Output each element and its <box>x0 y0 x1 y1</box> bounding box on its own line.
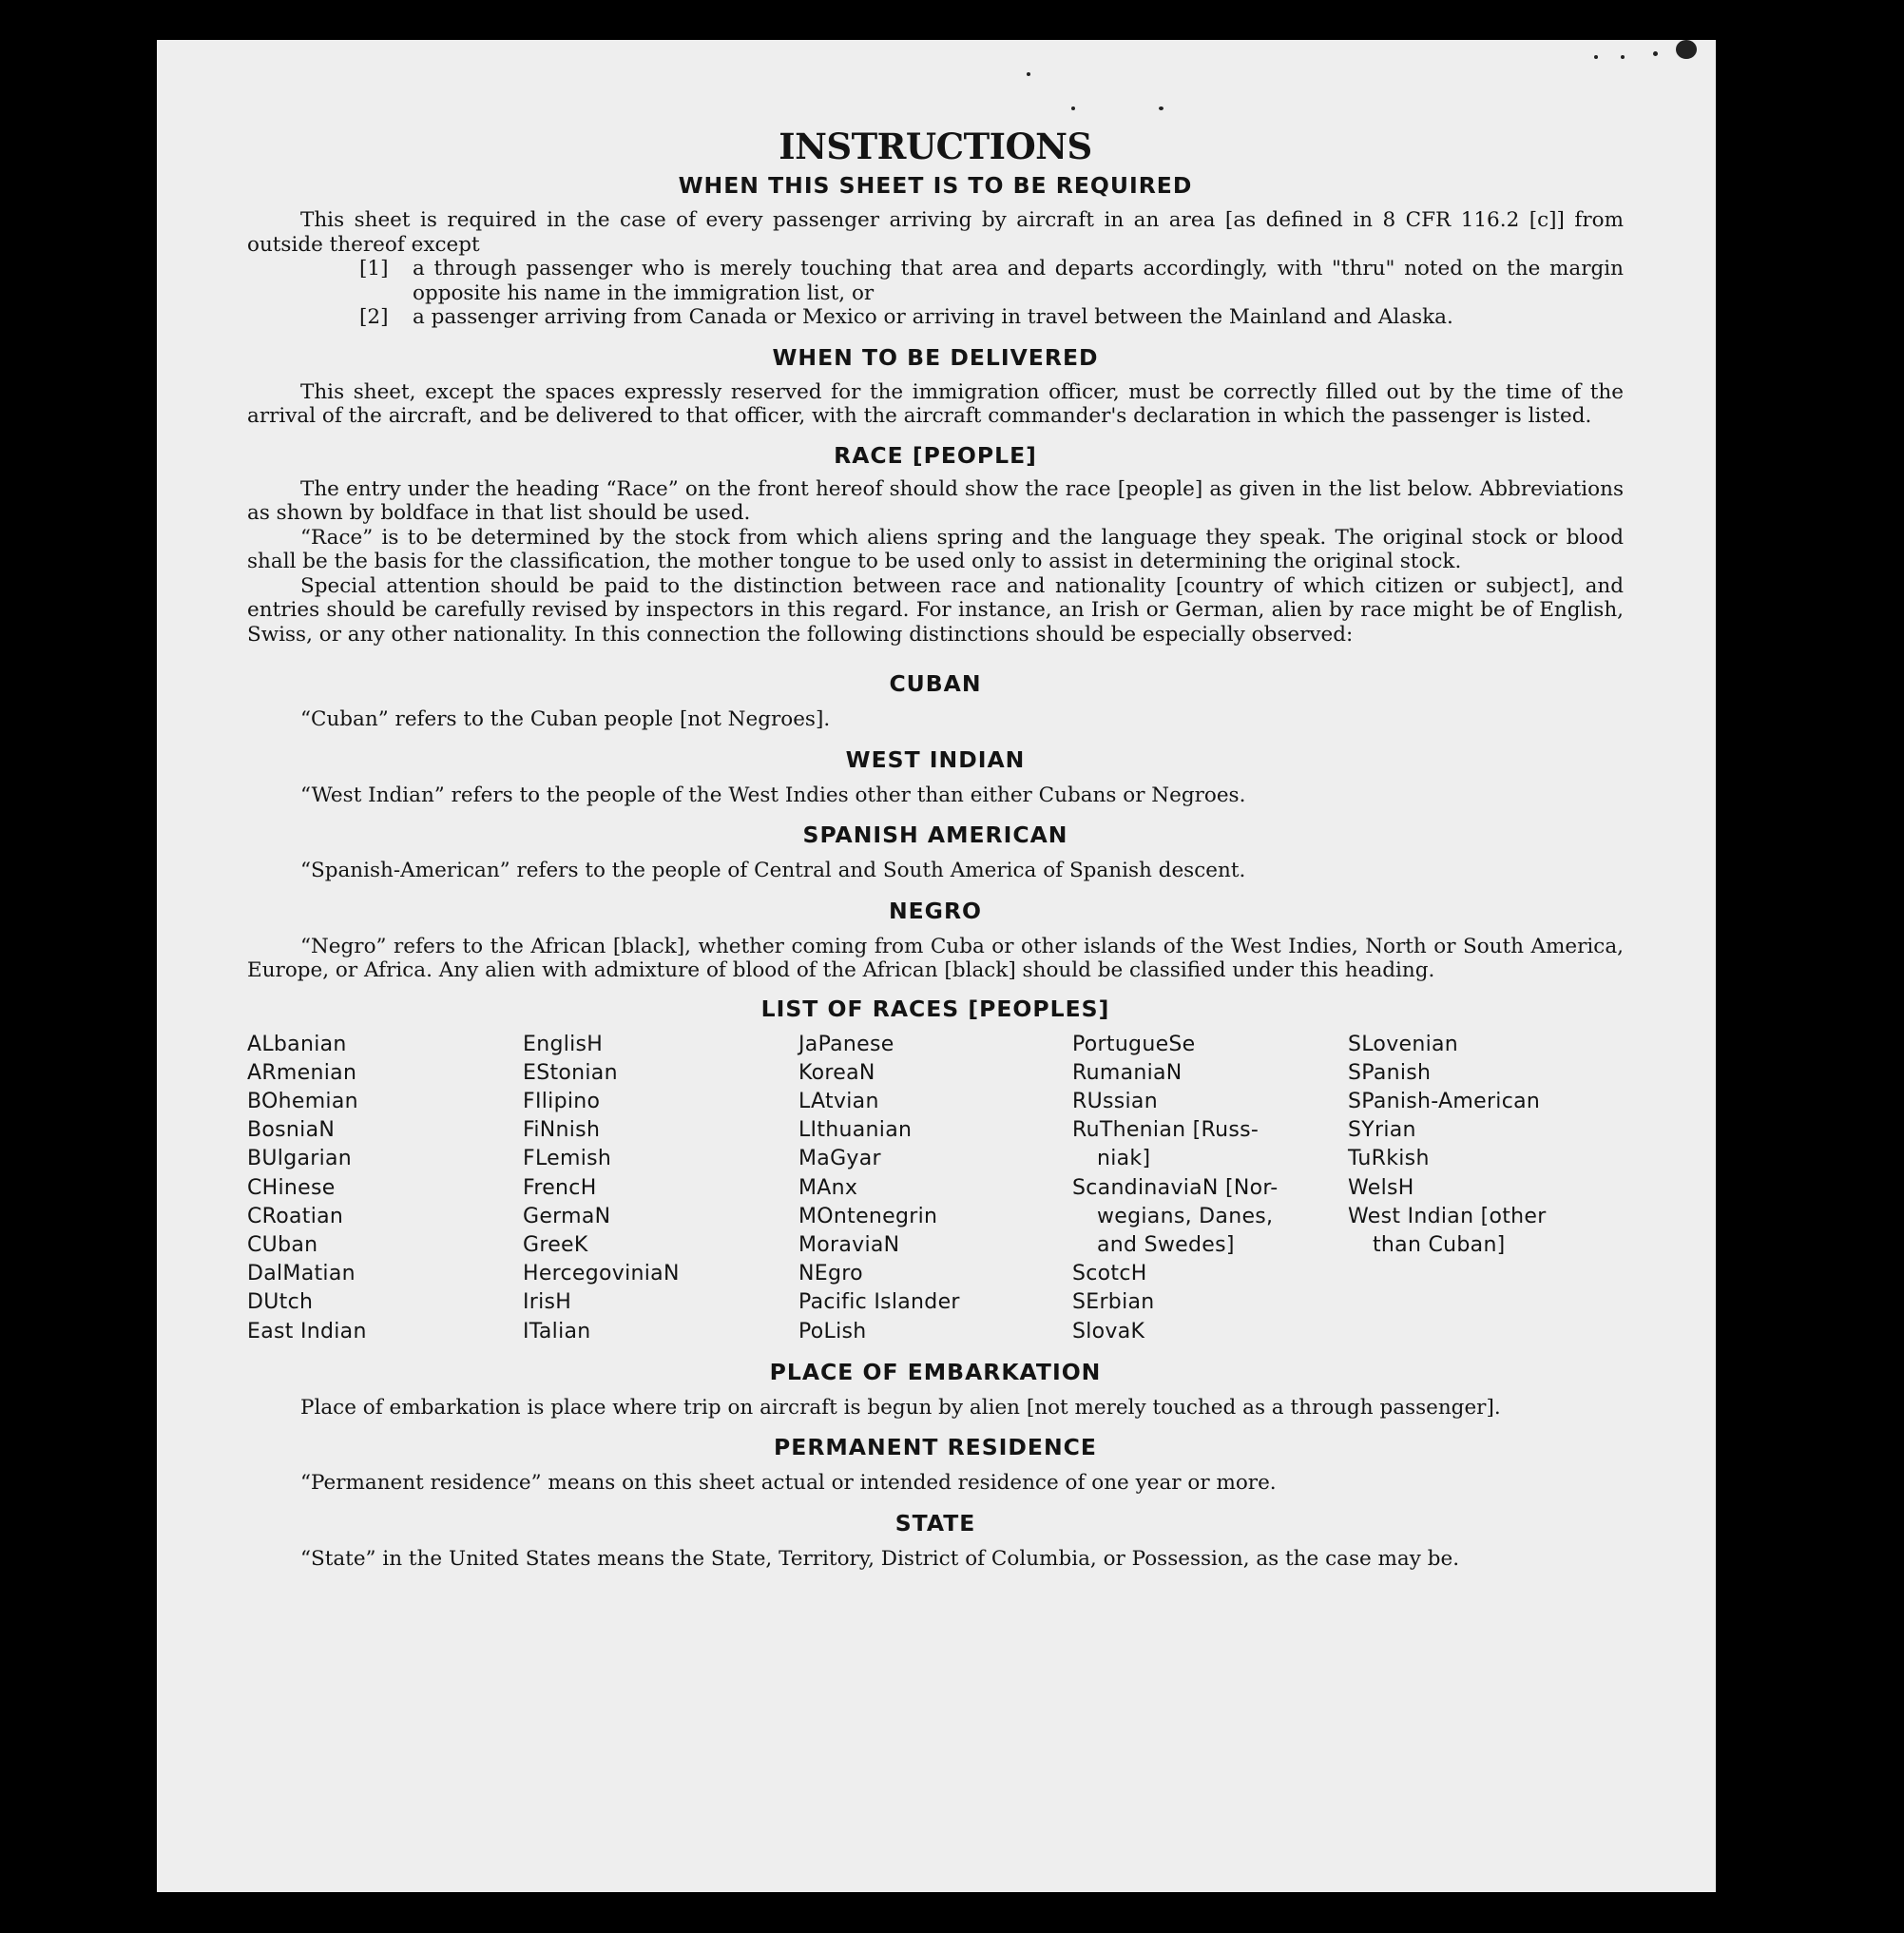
race-entry: BUlgarian <box>247 1147 353 1171</box>
exception-text: a passenger arriving from Canada or Mexico or arriving in travel between the Mainland and Alaska. <box>413 305 1453 329</box>
race-entry: BosniaN <box>247 1118 336 1143</box>
heading-when-delivered: WHEN TO BE DELIVERED <box>772 343 1099 371</box>
scan-speck <box>1653 51 1658 56</box>
scan-speck <box>1071 106 1075 110</box>
scan-speck <box>1621 55 1625 59</box>
race-entry: GermaN <box>523 1204 611 1228</box>
paragraph-race: The entry under the heading “Race” on the front hereof should show the race [people] as given in the list below. Abbreviations as shown by boldface in that list should be used. <box>247 476 1624 525</box>
race-entry: KoreaN <box>798 1060 875 1085</box>
race-entry: GreeK <box>523 1232 588 1257</box>
heading-cuban: CUBAN <box>889 670 982 697</box>
race-entry: ScandinaviaN [Nor- <box>1072 1175 1279 1200</box>
race-entry: SYrian <box>1348 1118 1416 1143</box>
race-entry: MAnx <box>798 1175 858 1200</box>
race-entry: DalMatian <box>247 1262 356 1286</box>
race-entry: BOhemian <box>247 1089 358 1113</box>
race-entry: EnglisH <box>523 1032 604 1056</box>
race-entry: ALbanian <box>247 1032 347 1056</box>
paragraph-race: Special attention should be paid to the distinction between race and nationality [country of which citizen or subject], and entries should be carefully revised by inspectors in this regard. For instance, an Irish or German, alien by race might be of English, Swiss, or any other nationality. In this connection the following distinctions should be especially observed: <box>247 573 1624 647</box>
race-entry: MoraviaN <box>798 1232 900 1257</box>
race-entry-continued: than Cuban] <box>1373 1232 1506 1257</box>
race-entry: SlovaK <box>1072 1319 1145 1343</box>
document-page <box>157 40 1716 1892</box>
race-entry: FrencH <box>523 1175 597 1200</box>
paragraph-permanent-residence: “Permanent residence” means on this sheet actual or intended residence of one year or more. <box>300 1471 1277 1496</box>
race-entry: CHinese <box>247 1175 336 1200</box>
race-column <box>247 1031 523 1346</box>
race-entry: PoLish <box>798 1319 867 1343</box>
scan-speck <box>1027 72 1030 76</box>
paragraph-negro: “Negro” refers to the African [black], whether coming from Cuba or other islands of the West Indies, North or South America, Europe, or Africa. Any alien with admixture of blood of the African [black] should be classified under this heading. <box>247 934 1624 982</box>
race-column <box>1072 1031 1348 1346</box>
scan-speck <box>1594 55 1598 59</box>
race-entry: EStonian <box>523 1060 618 1085</box>
race-column <box>798 1031 1072 1346</box>
paragraph-spanish-american: “Spanish-American” refers to the people of Central and South America of Spanish descent. <box>300 859 1246 882</box>
paragraph-state: “State” in the United States means the State, Territory, District of Columbia, or Possession, as the case may be. <box>300 1546 1460 1571</box>
race-entry: WelsH <box>1348 1175 1414 1200</box>
race-entry: ScotcH <box>1072 1262 1147 1286</box>
paragraph-race: “Race” is to be determined by the stock from which aliens spring and the language they speak. The original stock or blood shall be the basis for the classification, the mother tongue to be used only to assist in determining the original stock. <box>247 525 1624 573</box>
race-entry: MaGyar <box>798 1147 881 1171</box>
race-entry: ARmenian <box>247 1060 357 1085</box>
exception-text: a through passenger who is merely touching that area and departs accordingly, with "thru" noted on the margin opposite his name in the immigration list, or <box>413 257 1624 305</box>
exception-number: [1] <box>359 257 389 280</box>
paragraph-cuban: “Cuban” refers to the Cuban people [not Negroes]. <box>300 707 831 731</box>
document-body <box>247 124 1624 1571</box>
heading-permanent-residence: PERMANENT RESIDENCE <box>774 1434 1097 1461</box>
heading-west-indian: WEST INDIAN <box>845 745 1026 773</box>
heading-negro: NEGRO <box>888 897 983 924</box>
heading-race: RACE [PEOPLE] <box>834 441 1037 469</box>
race-entry: SErbian <box>1072 1290 1155 1315</box>
race-entry: West Indian [other <box>1348 1204 1547 1228</box>
heading-place-of-embarkation: PLACE OF EMBARKATION <box>769 1358 1102 1385</box>
race-entry: MOntenegrin <box>798 1204 938 1228</box>
race-entry: FLemish <box>523 1147 612 1171</box>
heading-state: STATE <box>894 1509 976 1537</box>
race-entry: RuThenian [Russ- <box>1072 1118 1260 1143</box>
heading-spanish-american: SPANISH AMERICAN <box>802 822 1068 848</box>
race-entry: SPanish-American <box>1348 1089 1541 1113</box>
race-entry: RumaniaN <box>1072 1060 1183 1085</box>
race-entry: RUssian <box>1072 1089 1158 1113</box>
race-entry: ITalian <box>523 1319 591 1343</box>
paragraph-place-of-embarkation: Place of embarkation is place where trip on aircraft is begun by alien [not merely touched as a through passenger]. <box>300 1395 1501 1420</box>
race-entry: LAtvian <box>798 1089 879 1113</box>
exception-list <box>247 257 1624 330</box>
race-entry: IrisH <box>523 1290 572 1315</box>
scan-speck <box>1159 106 1164 110</box>
race-entry-continued: wegians, Danes, <box>1097 1204 1274 1228</box>
race-entry: NEgro <box>798 1262 863 1286</box>
race-entry: CUban <box>247 1232 318 1257</box>
race-entry: CRoatian <box>247 1204 344 1228</box>
race-entry: East Indian <box>247 1319 367 1343</box>
paragraph-when-delivered: This sheet, except the spaces expressly reserved for the immigration officer, must be correctly filled out by the time of the arrival of the aircraft, and be delivered to that officer, with the aircraft commander's declaration in which the passenger is listed. <box>247 379 1624 428</box>
race-entry: FiNnish <box>523 1118 601 1143</box>
exception-number: [2] <box>359 305 389 329</box>
heading-when-required: WHEN THIS SHEET IS TO BE REQUIRED <box>678 172 1193 199</box>
race-column <box>523 1031 798 1346</box>
race-entry: FIlipino <box>523 1089 601 1113</box>
race-entry: JaPanese <box>798 1032 894 1056</box>
exception-item <box>247 257 1624 305</box>
page-title: INSTRUCTIONS <box>779 126 1092 167</box>
scan-speck <box>1676 40 1697 59</box>
race-list <box>247 1031 1624 1346</box>
race-column <box>1348 1031 1624 1346</box>
race-entry: HercegoviniaN <box>523 1262 680 1286</box>
race-entry: DUtch <box>247 1290 314 1315</box>
race-entry: TuRkish <box>1348 1147 1430 1171</box>
race-entry: Pacific Islander <box>798 1290 960 1315</box>
race-entry: LIthuanian <box>798 1118 913 1143</box>
race-entry: SLovenian <box>1348 1032 1459 1056</box>
paragraph-west-indian: “West Indian” refers to the people of the West Indies other than either Cubans or Negroes. <box>300 783 1246 807</box>
race-entry-continued: and Swedes] <box>1097 1232 1235 1257</box>
paragraph-when-required: This sheet is required in the case of every passenger arriving by aircraft in an area [as defined in 8 CFR 116.2 [c]] from outside thereof except <box>247 208 1624 257</box>
heading-list-of-races: LIST OF RACES [PEOPLES] <box>760 995 1110 1022</box>
race-entry-continued: niak] <box>1097 1147 1151 1171</box>
race-entry: PortugueSe <box>1072 1032 1196 1056</box>
exception-item <box>247 305 1624 330</box>
race-entry: SPanish <box>1348 1060 1432 1085</box>
